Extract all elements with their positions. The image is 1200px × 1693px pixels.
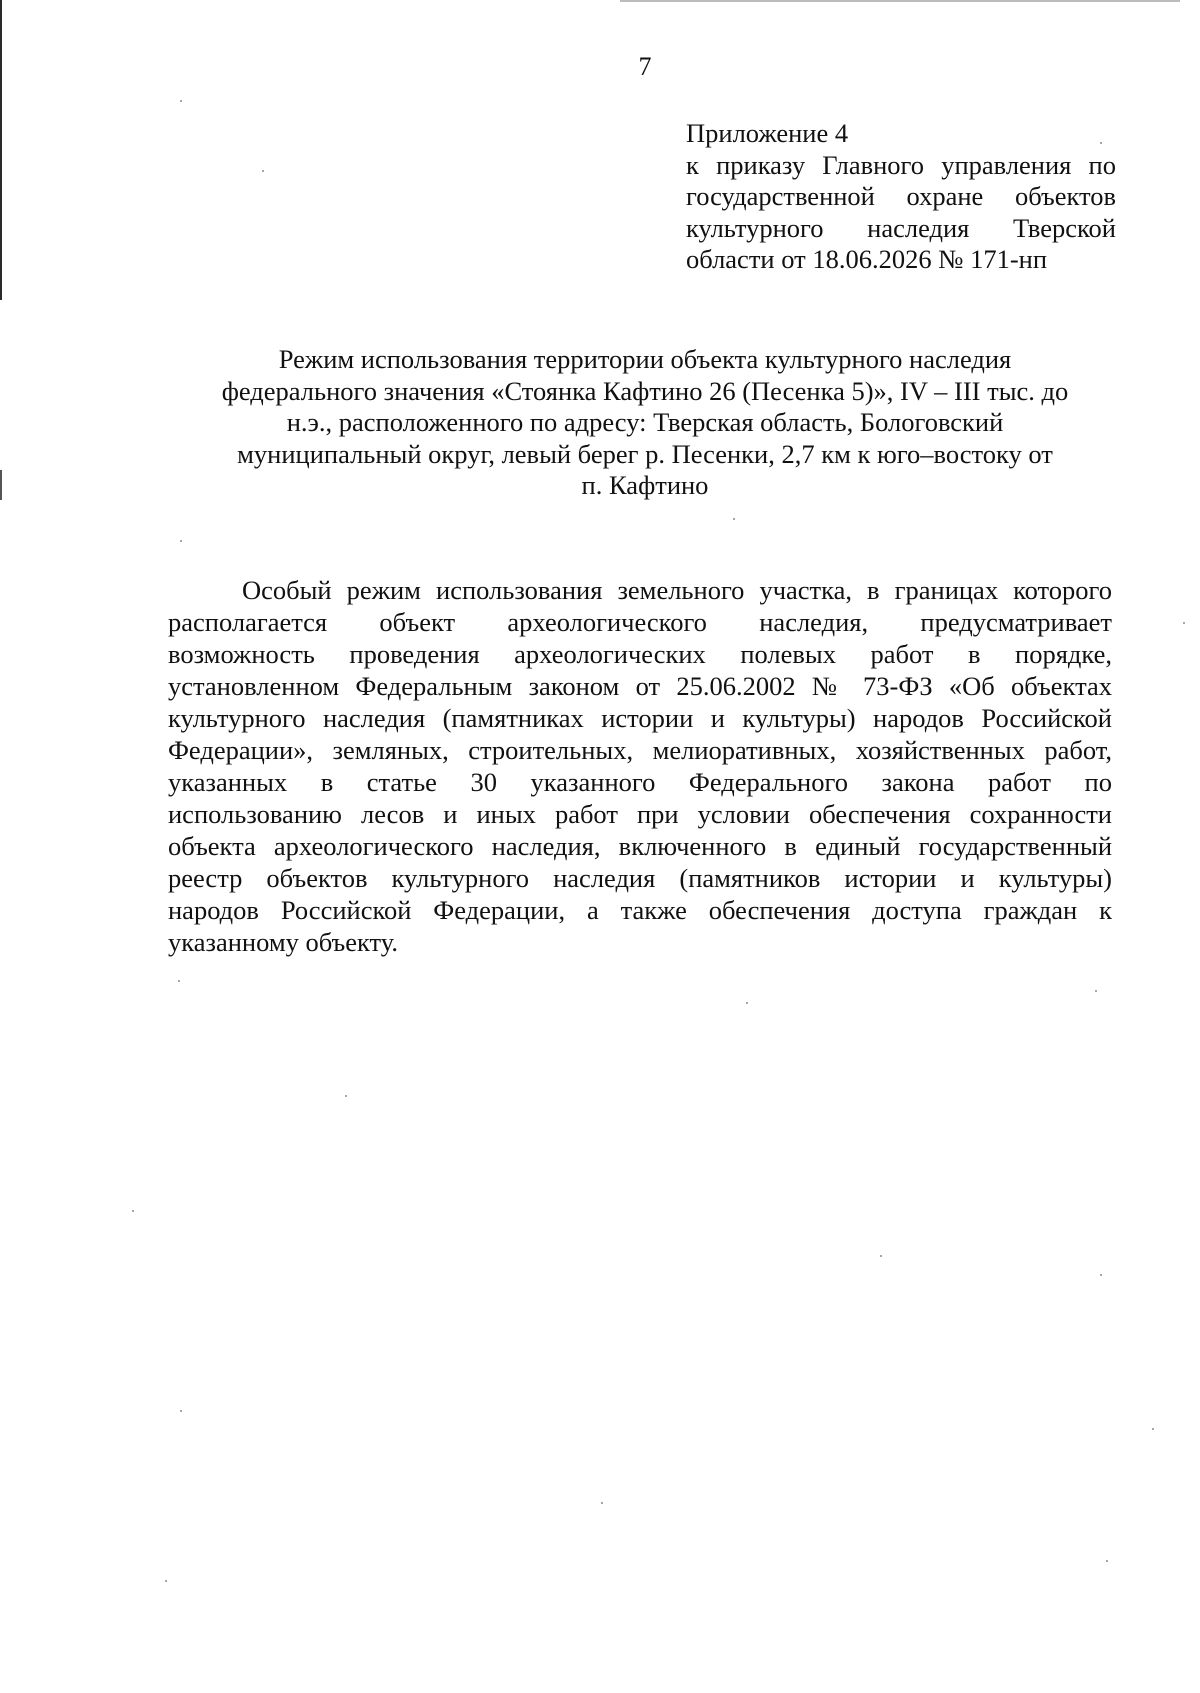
appendix-line: к приказу Главного управления по [686,149,1116,180]
title-line: н.э., расположенного по адресу: Тверская область, Бологовский [286,407,1004,437]
appendix-line: области от 18.06.2026 № 171-нп [686,244,1048,274]
body-line: располагается объект археологического наследия, предусматривает [168,607,1112,637]
scan-speck [180,540,182,542]
scan-speck [180,1410,182,1412]
scan-speck [1100,1274,1102,1276]
scan-edge-left [0,0,2,300]
body-line: указанному объекту. [168,927,398,957]
scan-speck [1106,1560,1108,1562]
body-paragraph [168,574,1112,958]
scan-speck [1095,990,1097,992]
scan-speck [178,980,180,982]
body-line: Федерации», земляных, строительных, мелиоративных, хозяйственных работ, [168,735,1112,765]
document-title [180,344,1110,502]
body-line: культурного наследия (памятниках истории и культуры) народов Российской [168,703,1112,733]
scan-speck [1152,1428,1154,1430]
title-line: Режим использования территории объекта культурного наследия [278,344,1012,374]
scan-speck [262,170,264,172]
scan-edge-left-mark [0,470,2,500]
scan-speck [132,1210,134,1212]
scan-speck [345,1095,347,1097]
body-line: народов Российской Федерации, а также обеспечения доступа граждан к [168,895,1112,925]
scan-speck [880,1255,882,1257]
body-line: реестр объектов культурного наследия (памятников истории и культуры) [168,863,1112,893]
scan-speck [733,518,735,520]
appendix-line: государственной охране объектов [686,181,1116,211]
body-line: объекта археологического наследия, включенного в единый государственный [168,831,1112,861]
scan-speck [1100,142,1102,144]
scan-speck [746,1002,748,1004]
body-line: указанных в статье 30 указанного Федерального закона работ по [168,767,1112,797]
page-number: 7 [638,52,652,81]
scan-speck [601,1502,603,1504]
title-line: муниципальный округ, левый берег р. Песенки, 2,7 км к юго–востоку от [237,438,1053,469]
appendix-line: культурного наследия Тверской [686,212,1116,243]
scan-edge-top [620,0,1180,2]
body-line: установленном Федеральным законом от 25.06.2002 № 73-ФЗ «Об объектах [168,671,1112,701]
scan-speck [165,1580,167,1582]
title-line: п. Кафтино [581,470,709,500]
appendix-line: Приложение 4 [686,118,849,148]
scan-speck [180,100,182,102]
appendix-header [686,118,1116,276]
body-line: возможность проведения археологических полевых работ в порядке, [168,639,1112,669]
body-line: Особый режим использования земельного участка, в границах которого [242,575,1112,605]
title-line: федерального значения «Стоянка Кафтино 26 (Песенка 5)», IV – III тыс. до [221,375,1069,406]
body-line: использованию лесов и иных работ при условии обеспечения сохранности [168,799,1112,829]
scan-speck [1183,622,1185,624]
